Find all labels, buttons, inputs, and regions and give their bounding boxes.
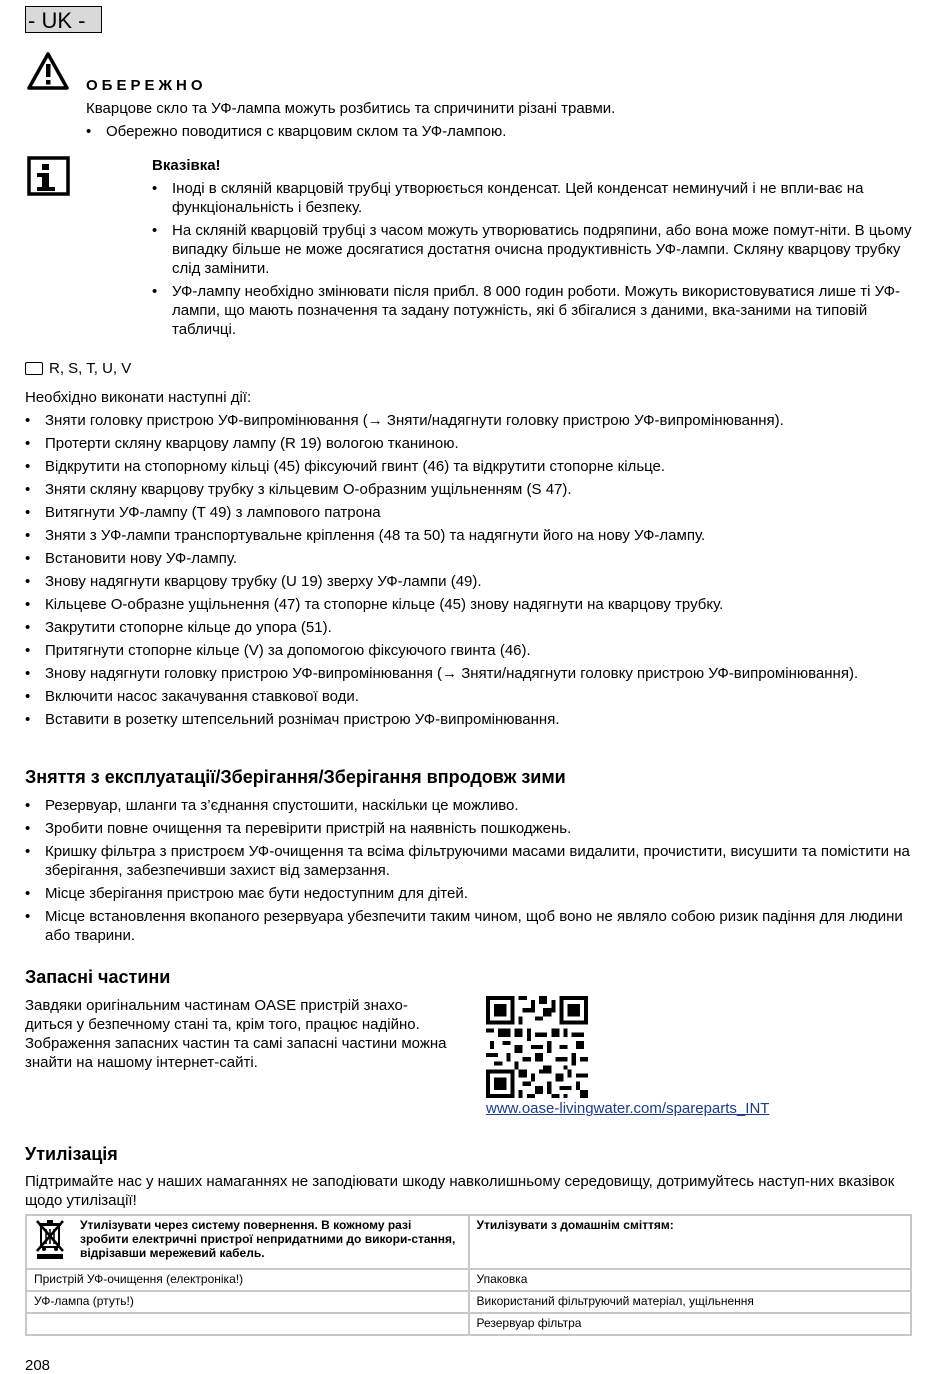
spare-parts-link[interactable]: www.oase-livingwater.com/spareparts_INT	[486, 1100, 770, 1117]
disposal-table	[25, 1214, 912, 1336]
header-right-text: Утилізувати з домашнім сміттям:	[476, 1218, 674, 1232]
list-item: • Зняти з УФ-лампи транспортувальне кріплення (48 та 50) та надягнути його на нову УФ-лампу.	[25, 526, 913, 545]
list-item: • Притягнути стопорне кільце (V) за допомогою фіксуючого гвинта (46).	[25, 641, 913, 660]
list-item: • Витягнути УФ-лампу (T 49) з лампового патрона	[25, 503, 913, 522]
spare-parts-heading: Запасні частини	[25, 967, 171, 987]
list-item: • Місце встановлення вкопаного резервуара убезпечити таким чином, щоб воно не являло собою ризик падіння для людини або тварини.	[25, 907, 913, 945]
list-item: • Вставити в розетку штепсельний рознімач пристрою УФ-випромінювання.	[25, 710, 913, 729]
list-item: • Закрутити стопорне кільце до упора (51).	[25, 618, 913, 637]
list-item: • Місце зберігання пристрою має бути недоступним для дітей.	[25, 884, 913, 903]
list-item: • Встановити нову УФ-лампу.	[25, 549, 913, 568]
warning-text: Кварцове скло та УФ-лампа можуть розбитись та спричинити різані травми.	[86, 100, 616, 117]
note-block	[152, 156, 912, 343]
steps-list	[25, 411, 913, 729]
storage-heading: Зняття з експлуатації/Зберігання/Зберігання впродовж зими	[25, 767, 566, 787]
disposal-text: Підтримайте нас у наших намаганнях не заподіювати шкоду навколишньому середовищу, дотримуйтесь наступ-них вказівок щодо утилізації!	[25, 1173, 895, 1209]
table-cell: Упаковка	[469, 1269, 912, 1291]
spare-parts-paragraph-1: Завдяки оригінальним частинам OASE пристрій знахо-диться у безпечному стані та, крім того, працює надійно.	[25, 997, 420, 1033]
table-cell	[26, 1313, 469, 1335]
page-number: 208	[25, 1357, 51, 1374]
storage-list	[25, 796, 913, 949]
table-cell: Резервуар фільтра	[469, 1313, 912, 1335]
warning-triangle-icon	[26, 51, 70, 91]
header-left-text: Утилізувати через систему повернення. В кожному разі зробити електричні пристрої непридатними до викори-стання, відрізавши мережевий кабель.	[80, 1218, 456, 1260]
table-cell: Пристрій УФ-очищення (електроніка!)	[26, 1269, 469, 1291]
table-cell: УФ-лампа (ртуть!)	[26, 1291, 469, 1313]
note-title: Вказівка!	[152, 157, 221, 174]
table-row	[26, 1313, 911, 1335]
table-header-cell	[26, 1215, 469, 1269]
spare-parts-paragraph-2: Зображення запасних частин та самі запасні частини можна знайти на нашому інтернет-сайті.	[25, 1035, 447, 1071]
spare-parts-text	[25, 996, 455, 1072]
steps-section	[25, 388, 913, 733]
list-item: • Включити насос закачування ставкової води.	[25, 687, 913, 706]
qr-code-icon	[486, 996, 588, 1098]
list-item: • Кришку фільтра з пристроєм УФ-очищення та всіма фільтруючими масами видалити, прочистити, висушити та помістити на зберігання, забезпечивши захист від замерзання.	[25, 842, 913, 880]
list-item: • Обережно поводитися с кварцовим склом та УФ-лампою.	[86, 122, 906, 141]
list-item: • Іноді в скляній кварцовій трубці утворюється конденсат. Цей конденсат неминучий і не впли-ває на функціональність і безпеку.	[152, 179, 912, 217]
disposal-heading: Утилізація	[25, 1144, 118, 1164]
list-item: • Зняти головку пристрою УФ-випромінювання (→ Зняти/надягнути головку пристрою УФ-випромінювання).	[25, 411, 913, 430]
list-item: • Резервуар, шланги та з’єднання спустошити, наскільки це можливо.	[25, 796, 913, 815]
parts-reference	[25, 360, 131, 377]
list-item: • Зняти скляну кварцову трубку з кільцевим О-образним ущільненням (S 47).	[25, 480, 913, 499]
crossed-bin-icon	[34, 1218, 66, 1260]
list-item: • Кільцеве О-образне ущільнення (47) та стопорне кільце (45) знову надягнути на кварцову трубку.	[25, 595, 913, 614]
info-icon	[27, 156, 70, 196]
list-item: • Знову надягнути головку пристрою УФ-випромінювання (→ Зняти/надягнути головку пристрою УФ-випромінювання).	[25, 664, 913, 683]
table-header-cell	[469, 1215, 912, 1269]
warning-list	[86, 122, 906, 145]
list-item: • Протерти скляну кварцову лампу (R 19) вологою тканиною.	[25, 434, 913, 453]
table-row	[26, 1291, 911, 1313]
table-row	[26, 1269, 911, 1291]
steps-intro: Необхідно виконати наступні дії:	[25, 389, 252, 406]
table-cell: Використаний фільтруючий матеріал, ущільнення	[469, 1291, 912, 1313]
note-list	[152, 179, 912, 339]
list-item: • На скляній кварцовій трубці з часом можуть утворюватись подряпини, або вона може помут-ніти. В цьому випадку більше не може досягатися достатня очисна продуктивність УФ-лампи. Скляну кварцову трубку слід замінити.	[152, 221, 912, 278]
table-header-row	[26, 1215, 911, 1269]
list-item: • Відкрутити на стопорному кільці (45) фіксуючий гвинт (46) та відкрутити стопорне кільце.	[25, 457, 913, 476]
language-label: - UK -	[25, 6, 102, 33]
list-item: • УФ-лампу необхідно змінювати після прибл. 8 000 годин роботи. Можуть використовуватися лише ті УФ-лампи, що мають позначення та задану потужність, які б збігалися з даними, вка-заними на типовій табличці.	[152, 282, 912, 339]
list-item: • Зробити повне очищення та перевірити пристрій на наявність пошкоджень.	[25, 819, 913, 838]
list-item: • Знову надягнути кварцову трубку (U 19) зверху УФ-лампи (49).	[25, 572, 913, 591]
warning-title: ОБЕРЕЖНО	[86, 77, 207, 94]
figure-ref-icon	[25, 362, 43, 375]
parts-reference-text: R, S, T, U, V	[49, 360, 132, 377]
